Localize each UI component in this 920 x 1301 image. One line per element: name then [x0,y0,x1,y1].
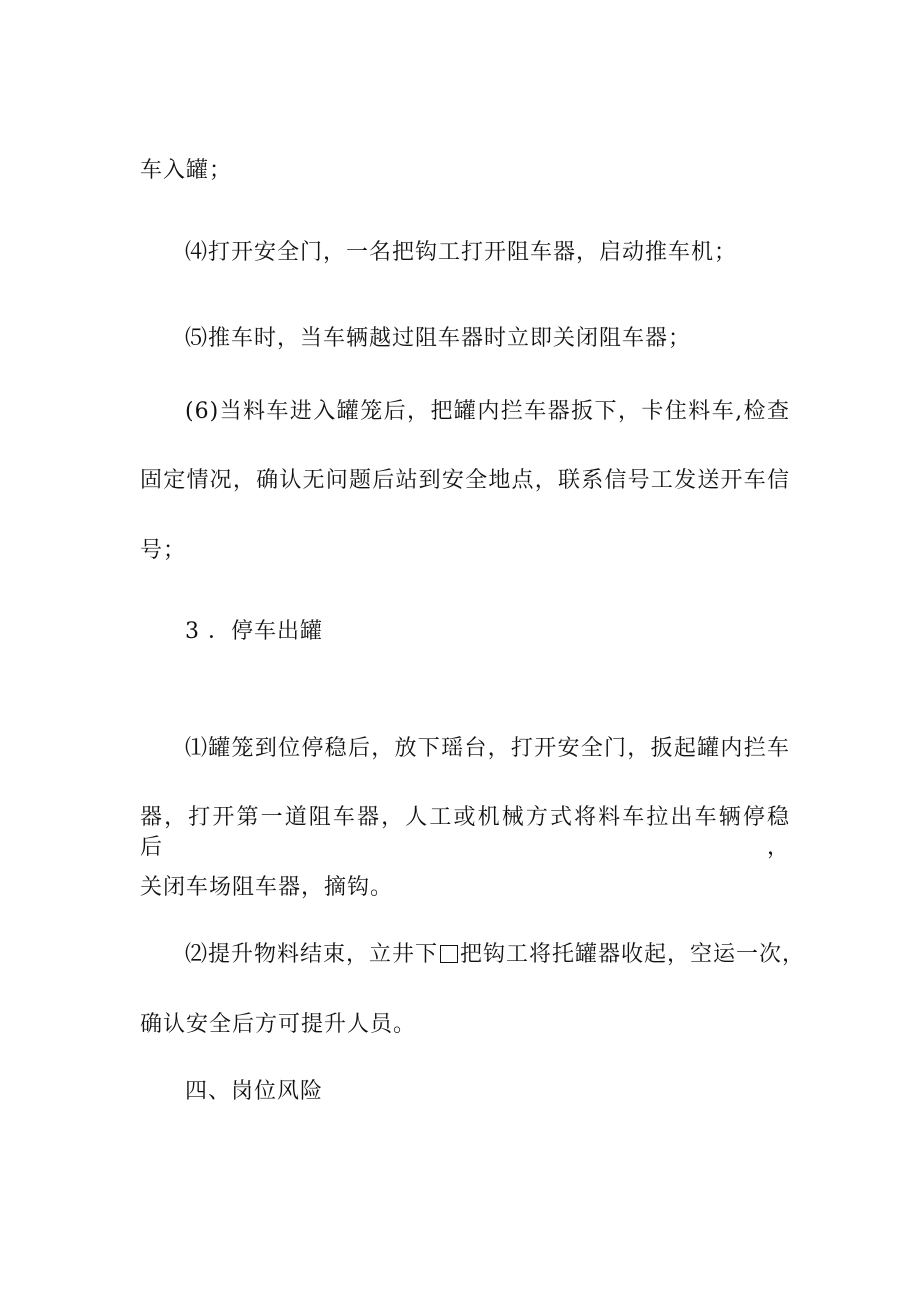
missing-glyph-box-icon [440,945,458,963]
paragraph-line-10 [185,940,806,970]
paragraph-line-10-part-2: 把钩工将托罐器收起，空运一次， [460,942,806,967]
section-heading-4: 四、岗位风险 [185,1079,324,1104]
section-heading-3: 3 ．停车出罐 [185,619,323,644]
paragraph-line-9: 关闭车场阻车器，摘钩。 [140,875,394,900]
paragraph-line-11: 确认安全后方可提升人员。 [140,1012,417,1037]
paragraph-line-1: 车入罐； [140,158,233,183]
paragraph-line-3: ⑸推车时，当车辆越过阻车器时立即关闭阻车器； [185,326,692,351]
paragraph-line-4: (6)当料车进入罐笼后，把罐内拦车器扳下，卡住料车,检查 [185,399,790,424]
paragraph-line-8: 器，打开第一道阻车器，人工或机械方式将料车拉出车辆停稳后， [140,805,790,860]
paragraph-line-5: 固定情况，确认无问题后站到安全地点，联系信号工发送开车信 [140,468,790,493]
paragraph-line-2: ⑷打开安全门，一名把钩工打开阻车器，启动推车机； [185,240,738,265]
paragraph-line-10-part-1: ⑵提升物料结束，立井下 [185,942,439,967]
paragraph-line-6: 号； [140,538,187,563]
paragraph-line-7: ⑴罐笼到位停稳后，放下瑶台，打开安全门，扳起罐内拦车 [185,736,790,761]
